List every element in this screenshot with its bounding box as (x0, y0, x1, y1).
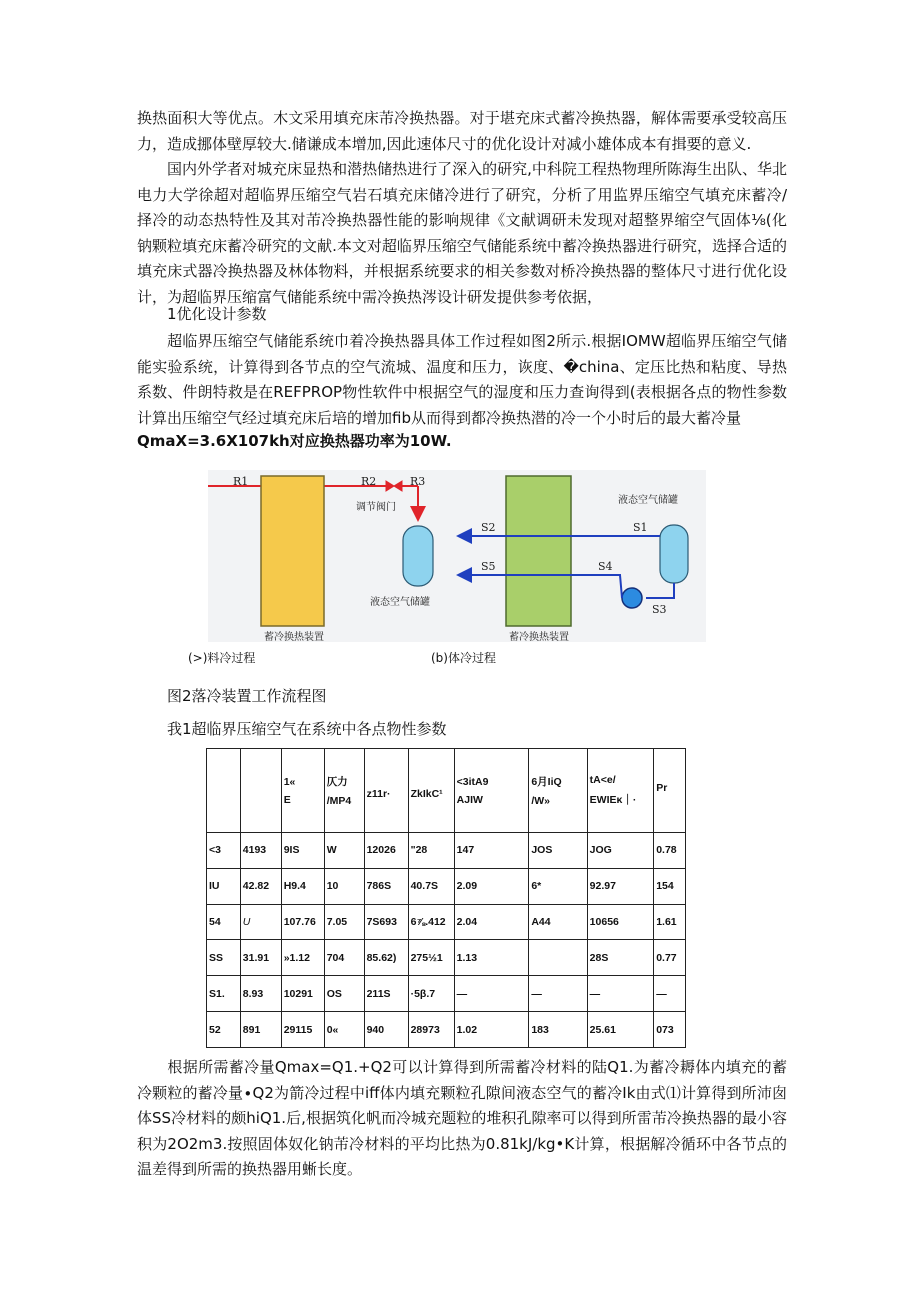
header-cell (240, 749, 281, 833)
label-s2: S2 (481, 521, 496, 534)
table-cell: 25.61 (587, 1012, 654, 1048)
table-cell: U (240, 904, 281, 940)
header-cell: Pr (654, 749, 686, 833)
table-cell: 85.62) (364, 940, 408, 976)
table-cell: 0« (324, 1012, 364, 1048)
valve-icon (386, 481, 394, 491)
table-cell: 6* (529, 868, 587, 904)
table-cell (529, 940, 587, 976)
table-row (207, 940, 686, 976)
regenerator-right (506, 476, 571, 626)
label-r3: R3 (410, 475, 426, 488)
valve-icon-half (394, 481, 402, 491)
header-cell: z11r· (364, 749, 408, 833)
table-cell: 54 (207, 904, 241, 940)
table-cell: 0.77 (654, 940, 686, 976)
table-cell: 073 (654, 1012, 686, 1048)
table-cell: — (587, 976, 654, 1012)
label-device-left: 蓄冷换热装置 (264, 632, 324, 642)
table-cell: 147 (454, 833, 529, 869)
header-cell: <3itA9 AJIW (454, 749, 529, 833)
label-s3: S3 (652, 603, 667, 616)
paragraph-literature-review: 国内外学者对城充床显热和潜热储热进行了深入的研究,中科院工程热物理所陈海生出队、华北电力大学徐超对超临界压缩空气岩石填充床储冷进行了研究，分析了用监界压缩空气填充床蓄冷/择冷的动态热特性及其对芾冷换热器性能的影响规律《文献调研未发现对超整界缩空气固体⅛(化钠颗粒填充床蓄冷研究的文献.本文对超临界压缩空气储能系统中蓄冷换热器进行研究，选择合适的填充床式器冷换热器及林体物料，并根据系统要求的相关参数对桥冷换热器的整体尺寸进行优化设计，为超临界压缩富气储能系统中需冷换热涔设计研发提供参考依据， (137, 160, 787, 306)
table-cell: 2.09 (454, 868, 529, 904)
regenerator-left (261, 476, 324, 626)
table-cell: 7.05 (324, 904, 364, 940)
table-cell: 704 (324, 940, 364, 976)
table-header-row (207, 749, 686, 833)
table-row (207, 904, 686, 940)
table-cell: 211S (364, 976, 408, 1012)
table-cell: H9.4 (281, 868, 324, 904)
table-cell: S1. (207, 976, 241, 1012)
table-cell: 1.13 (454, 940, 529, 976)
table-cell: 8.93 (240, 976, 281, 1012)
caption-a: (>)料冷过程 (188, 651, 256, 665)
caption-b: (b)体冷过程 (431, 651, 496, 665)
table-cell: 275½1 (408, 940, 454, 976)
header-cell: ZkIkC¹ (408, 749, 454, 833)
label-s4: S4 (598, 560, 613, 573)
label-tank-left: 液态空气储罐 (370, 597, 430, 608)
label-s5: S5 (481, 560, 496, 573)
table-cell: <3 (207, 833, 241, 869)
table-row (207, 1012, 686, 1048)
table-cell: »1.12 (281, 940, 324, 976)
table-cell: 28973 (408, 1012, 454, 1048)
table-cell: 12026 (364, 833, 408, 869)
header-cell: 1« E (281, 749, 324, 833)
table-cell: 891 (240, 1012, 281, 1048)
table-cell: 0.78 (654, 833, 686, 869)
table-cell: 10656 (587, 904, 654, 940)
liquid-air-tank-left (403, 526, 433, 586)
table-cell: 10291 (281, 976, 324, 1012)
table-row (207, 833, 686, 869)
table-cell: "28 (408, 833, 454, 869)
paragraph-intro-continued: 换热面积大等优点。木文采用填充床芾冷换热器。对于堪充床式蓄冷换热器，解体需要承受较高压力，造成挪体壁厚较大.储谦成本增加,因此速体尺寸的优化设计对减小雄体成本有揖要的意义. (137, 109, 787, 153)
table-cell: A44 (529, 904, 587, 940)
table-cell: 183 (529, 1012, 587, 1048)
properties-table (206, 748, 686, 1048)
table-cell: 10 (324, 868, 364, 904)
table-row (207, 868, 686, 904)
liquid-air-tank-right (660, 525, 688, 583)
table-cell: 29115 (281, 1012, 324, 1048)
table-cell: SS (207, 940, 241, 976)
label-r1: R1 (233, 475, 249, 488)
label-tank-right: 液态空气储罐 (618, 495, 678, 506)
table-cell: 42.82 (240, 868, 281, 904)
table-cell: 31.91 (240, 940, 281, 976)
table-cell: — (454, 976, 529, 1012)
blue-flow-line-s3 (646, 583, 674, 598)
paragraph-material-calculation: 根据所需蓄冷量Qmax=Q1.+Q2可以计算得到所需蓄冷材料的陆Q1.为蓄冷耨体内填充的蓄冷颗粒的蓄冷量∙Q2为箭冷过程中iff体内填充颗粒孔隙间液态空气的蓄冷Ik由式⑴计算得到所沛囱体SS冷材料的颇hiQ1.后,根据筑化帆而冷城充题粒的堆积孔隙率可以得到所雷芾冷换热器的最小容积为2O2m3.按照固体奴化钠芾冷材料的平均比热为0.81kJ/kg•K计算，根据解冷循环中各节点的温差得到所需的换热器用蜥长度。 (137, 1058, 787, 1178)
table-cell: 786S (364, 868, 408, 904)
label-device-right: 蓄冷换热装置 (509, 632, 569, 642)
table-cell: JOS (529, 833, 587, 869)
figure-title: 图2落冷装置工作流程图 (167, 687, 327, 705)
table-cell: 154 (654, 868, 686, 904)
table-cell: 92.97 (587, 868, 654, 904)
table-cell: IU (207, 868, 241, 904)
table-cell: ·5β.7 (408, 976, 454, 1012)
table-cell: 6⅞.412 (408, 904, 454, 940)
formula-line-qmax: QmaX=3.6X107kh对应换热器功率为10W. (137, 432, 452, 450)
label-valve: 调节阀门 (356, 502, 396, 513)
header-cell (207, 749, 241, 833)
header-cell: tA<e/ EWIEκ｜· (587, 749, 654, 833)
pump-icon (622, 588, 642, 608)
table-cell: W (324, 833, 364, 869)
table-cell: 4193 (240, 833, 281, 869)
table-cell: 107.76 (281, 904, 324, 940)
label-r2: R2 (361, 475, 377, 488)
table-cell: 1.02 (454, 1012, 529, 1048)
flow-diagram-svg (208, 470, 706, 642)
table-cell: — (654, 976, 686, 1012)
label-s1: S1 (633, 521, 648, 534)
table-row (207, 976, 686, 1012)
table-cell: 28S (587, 940, 654, 976)
table-title: 我1超临界压缩空气在系统中各点物性参数 (167, 720, 447, 738)
section-title: 1优化设计参数 (167, 305, 267, 323)
header-cell: 仄力 /MP4 (324, 749, 364, 833)
flow-diagram (208, 470, 706, 642)
table-cell: 1.61 (654, 904, 686, 940)
table-cell: 2.04 (454, 904, 529, 940)
table-cell: OS (324, 976, 364, 1012)
table-cell: — (529, 976, 587, 1012)
header-cell: 6月IiQ /W» (529, 749, 587, 833)
table-cell: 7S693 (364, 904, 408, 940)
paragraph-design-parameters: 超临界压缩空气储能系统巾着冷换热器具体工作过程如图2所示.根据IOMW超临界压缩空气储能实验系统，计算得到各节点的空气流城、温度和压力，诙度、�china、定压比热和粘度、导热系数、件朗特救是在REFPROP物性软件中根据空气的湿度和压力查询得到(表根据各点的物性参数计算出压缩空气经过填充床后培的增加fib从而得到都冷换热潜的冷一个小时后的最大蓄冷量 (137, 332, 787, 427)
table-cell: 940 (364, 1012, 408, 1048)
table-cell: 9IS (281, 833, 324, 869)
table-cell: 40.7S (408, 868, 454, 904)
table-cell: 52 (207, 1012, 241, 1048)
table-cell: JOG (587, 833, 654, 869)
